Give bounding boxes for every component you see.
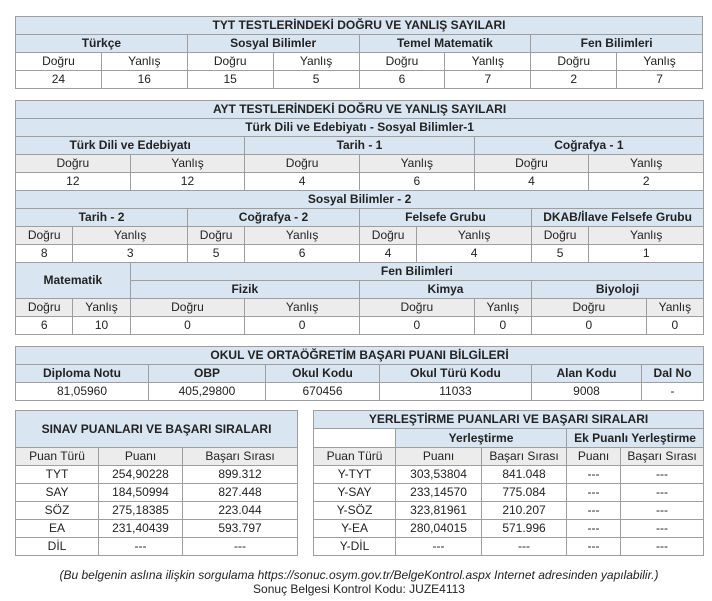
- school-header-obp: OBP: [149, 365, 266, 383]
- ayt-tarih1-wrong: 6: [359, 173, 474, 191]
- wrong-label: Yanlış: [646, 299, 704, 317]
- exam-row-rank: 593.797: [183, 520, 298, 538]
- placement-title: YERLEŞTİRME PUANLARI VE BAŞARI SIRALARI: [314, 411, 704, 429]
- exam-row-rank: ---: [183, 538, 298, 556]
- correct-label: Doğru: [474, 155, 589, 173]
- ayt-kimya-wrong: 0: [474, 317, 531, 335]
- tyt-sosyal-wrong: 5: [273, 71, 359, 89]
- placement-col-type: Puan Türü: [314, 448, 396, 466]
- wrong-label: Yanlış: [474, 299, 531, 317]
- school-title: OKUL VE ORTAÖĞRETİM BAŞARI PUANI BİLGİLERİ: [16, 347, 704, 365]
- exam-row-rank: 899.312: [183, 466, 298, 484]
- tyt-title: TYT TESTLERİNDEKİ DOĞRU VE YANLIŞ SAYILARI: [16, 17, 703, 35]
- correct-label: Doğru: [187, 53, 273, 71]
- ayt-kimya-correct: 0: [359, 317, 474, 335]
- ayt-felsefe-correct: 4: [359, 245, 416, 263]
- placement-row-rank: ---: [482, 538, 567, 556]
- tyt-subject-turkce: Türkçe: [16, 35, 188, 53]
- school-table: [15, 346, 704, 401]
- correct-label: Doğru: [130, 299, 245, 317]
- wrong-label: Yanlış: [245, 227, 360, 245]
- placement-row-type: Y-DİL: [314, 538, 396, 556]
- correct-label: Doğru: [16, 299, 73, 317]
- tyt-matematik-correct: 6: [359, 71, 445, 89]
- exam-col-rank: Başarı Sırası: [183, 448, 298, 466]
- exam-row-score: 254,90228: [99, 466, 183, 484]
- placement-row-score: 233,14570: [396, 484, 482, 502]
- ayt-biyoloji-correct: 0: [531, 317, 646, 335]
- correct-label: Doğru: [16, 227, 73, 245]
- ayt-subject-kimya: Kimya: [359, 281, 531, 299]
- school-okul-kodu-value: 670456: [266, 383, 380, 401]
- ayt-fizik-wrong: 0: [245, 317, 360, 335]
- ayt-subject-tarih1: Tarih - 1: [245, 137, 474, 155]
- exam-row-score: 231,40439: [99, 520, 183, 538]
- correct-label: Doğru: [531, 53, 617, 71]
- footer: [15, 568, 703, 596]
- exam-row-type: TYT: [16, 466, 99, 484]
- scores-table: [15, 410, 704, 556]
- placement-sub1: Yerleştirme: [396, 429, 567, 448]
- ayt-subject-biyoloji: Biyoloji: [531, 281, 703, 299]
- exam-row-type: EA: [16, 520, 99, 538]
- placement-row-score: 323,81961: [396, 502, 482, 520]
- school-header-alan-kodu: Alan Kodu: [532, 365, 642, 383]
- placement-col-rank: Başarı Sırası: [482, 448, 567, 466]
- wrong-label: Yanlış: [130, 155, 245, 173]
- exam-row-score: ---: [99, 538, 183, 556]
- exam-scores-title: SINAV PUANLARI VE BAŞARI SIRALARI: [16, 411, 298, 448]
- placement-row-score: 280,04015: [396, 520, 482, 538]
- tyt-subject-matematik: Temel Matematik: [359, 35, 531, 53]
- ayt-tarih2-wrong: 3: [73, 245, 188, 263]
- correct-label: Doğru: [359, 299, 474, 317]
- correct-label: Doğru: [531, 227, 588, 245]
- tyt-fen-wrong: 7: [617, 71, 703, 89]
- placement-extra-col-rank: Başarı Sırası: [621, 448, 704, 466]
- school-header-diploma: Diploma Notu: [16, 365, 149, 383]
- correct-label: Doğru: [359, 53, 445, 71]
- ayt-math-title: Matematik: [16, 263, 131, 299]
- placement-sub2: Ek Puanlı Yerleştirme: [567, 429, 704, 448]
- wrong-label: Yanlış: [73, 299, 130, 317]
- placement-row-rank: 775.084: [482, 484, 567, 502]
- placement-row-type: Y-SÖZ: [314, 502, 396, 520]
- tyt-sosyal-correct: 15: [187, 71, 273, 89]
- correct-label: Doğru: [16, 53, 102, 71]
- wrong-label: Yanlış: [101, 53, 187, 71]
- school-diploma-value: 81,05960: [16, 383, 149, 401]
- correct-label: Doğru: [16, 155, 131, 173]
- school-header-dal-no: Dal No: [642, 365, 704, 383]
- ayt-cografya2-wrong: 6: [245, 245, 360, 263]
- ayt-subject-fizik: Fizik: [130, 281, 359, 299]
- exam-row-score: 275,18385: [99, 502, 183, 520]
- placement-row-extra-score: ---: [567, 520, 621, 538]
- tyt-subject-fen: Fen Bilimleri: [531, 35, 703, 53]
- placement-row-rank: 841.048: [482, 466, 567, 484]
- placement-row-score: ---: [396, 538, 482, 556]
- placement-row-extra-score: ---: [567, 484, 621, 502]
- placement-row-extra-rank: ---: [621, 538, 704, 556]
- ayt-cografya1-correct: 4: [474, 173, 589, 191]
- placement-row-extra-rank: ---: [621, 484, 704, 502]
- ayt-subject-felsefe: Felsefe Grubu: [359, 209, 531, 227]
- placement-row-score: 303,53804: [396, 466, 482, 484]
- correct-label: Doğru: [187, 227, 244, 245]
- ayt-math-wrong: 10: [73, 317, 130, 335]
- placement-row-extra-score: ---: [567, 466, 621, 484]
- placement-row-extra-score: ---: [567, 538, 621, 556]
- wrong-label: Yanlış: [73, 227, 188, 245]
- ayt-subject-edebiyat: Türk Dili ve Edebiyatı: [16, 137, 245, 155]
- wrong-label: Yanlış: [245, 299, 360, 317]
- tyt-turkce-wrong: 16: [101, 71, 187, 89]
- correct-label: Doğru: [531, 299, 646, 317]
- exam-row-type: DİL: [16, 538, 99, 556]
- ayt-cografya1-wrong: 2: [589, 173, 704, 191]
- placement-extra-col-score: Puanı: [567, 448, 621, 466]
- school-header-okul-turu: Okul Türü Kodu: [380, 365, 532, 383]
- school-okul-turu-value: 11033: [380, 383, 532, 401]
- ayt-group2-title: Sosyal Bilimler - 2: [16, 191, 704, 209]
- ayt-math-correct: 6: [16, 317, 73, 335]
- ayt-tarih1-correct: 4: [245, 173, 360, 191]
- ayt-edebiyat-wrong: 12: [130, 173, 245, 191]
- exam-row-rank: 827.448: [183, 484, 298, 502]
- exam-col-type: Puan Türü: [16, 448, 99, 466]
- ayt-title: AYT TESTLERİNDEKİ DOĞRU VE YANLIŞ SAYILARI: [16, 101, 704, 119]
- wrong-label: Yanlış: [445, 53, 531, 71]
- school-alan-kodu-value: 9008: [532, 383, 642, 401]
- wrong-label: Yanlış: [417, 227, 532, 245]
- ayt-dkab-correct: 5: [531, 245, 588, 263]
- wrong-label: Yanlış: [617, 53, 703, 71]
- placement-col-score: Puanı: [396, 448, 482, 466]
- placement-row-rank: 571.996: [482, 520, 567, 538]
- wrong-label: Yanlış: [589, 227, 704, 245]
- exam-row-type: SÖZ: [16, 502, 99, 520]
- ayt-science-title: Fen Bilimleri: [130, 263, 703, 281]
- school-header-okul-kodu: Okul Kodu: [266, 365, 380, 383]
- ayt-subject-cografya2: Coğrafya - 2: [187, 209, 359, 227]
- table-gap: [298, 411, 314, 556]
- ayt-cografya2-correct: 5: [187, 245, 244, 263]
- tyt-turkce-correct: 24: [16, 71, 102, 89]
- placement-empty: [314, 429, 396, 448]
- school-dal-no-value: -: [642, 383, 704, 401]
- placement-row-extra-rank: ---: [621, 520, 704, 538]
- placement-row-extra-score: ---: [567, 502, 621, 520]
- ayt-dkab-wrong: 1: [589, 245, 704, 263]
- wrong-label: Yanlış: [589, 155, 704, 173]
- placement-row-rank: 210.207: [482, 502, 567, 520]
- ayt-table: [15, 100, 704, 335]
- ayt-fizik-correct: 0: [130, 317, 245, 335]
- placement-row-type: Y-EA: [314, 520, 396, 538]
- placement-row-extra-rank: ---: [621, 466, 704, 484]
- ayt-subject-cografya1: Coğrafya - 1: [474, 137, 704, 155]
- ayt-group1-title: Türk Dili ve Edebiyatı - Sosyal Bilimler-1: [16, 119, 704, 137]
- exam-row-score: 184,50994: [99, 484, 183, 502]
- ayt-biyoloji-wrong: 0: [646, 317, 704, 335]
- ayt-tarih2-correct: 8: [16, 245, 73, 263]
- tyt-matematik-wrong: 7: [445, 71, 531, 89]
- ayt-edebiyat-correct: 12: [16, 173, 131, 191]
- exam-row-type: SAY: [16, 484, 99, 502]
- ayt-subject-dkab: DKAB/İlave Felsefe Grubu: [531, 209, 703, 227]
- ayt-subject-tarih2: Tarih - 2: [16, 209, 188, 227]
- correct-label: Doğru: [245, 155, 360, 173]
- exam-col-score: Puanı: [99, 448, 183, 466]
- placement-row-type: Y-SAY: [314, 484, 396, 502]
- placement-row-type: Y-TYT: [314, 466, 396, 484]
- tyt-fen-correct: 2: [531, 71, 617, 89]
- school-obp-value: 405,29800: [149, 383, 266, 401]
- verification-note: (Bu belgenin aslına ilişkin sorgulama https://sonuc.osym.gov.tr/BelgeKontrol.aspx Internet adresinden yapılabilir.): [59, 568, 659, 582]
- ayt-felsefe-wrong: 4: [417, 245, 532, 263]
- wrong-label: Yanlış: [273, 53, 359, 71]
- wrong-label: Yanlış: [359, 155, 474, 173]
- tyt-subject-sosyal: Sosyal Bilimler: [187, 35, 359, 53]
- placement-row-extra-rank: ---: [621, 502, 704, 520]
- tyt-table: [15, 16, 703, 89]
- control-code: Sonuç Belgesi Kontrol Kodu: JUZE4113: [253, 582, 465, 596]
- exam-row-rank: 223.044: [183, 502, 298, 520]
- correct-label: Doğru: [359, 227, 416, 245]
